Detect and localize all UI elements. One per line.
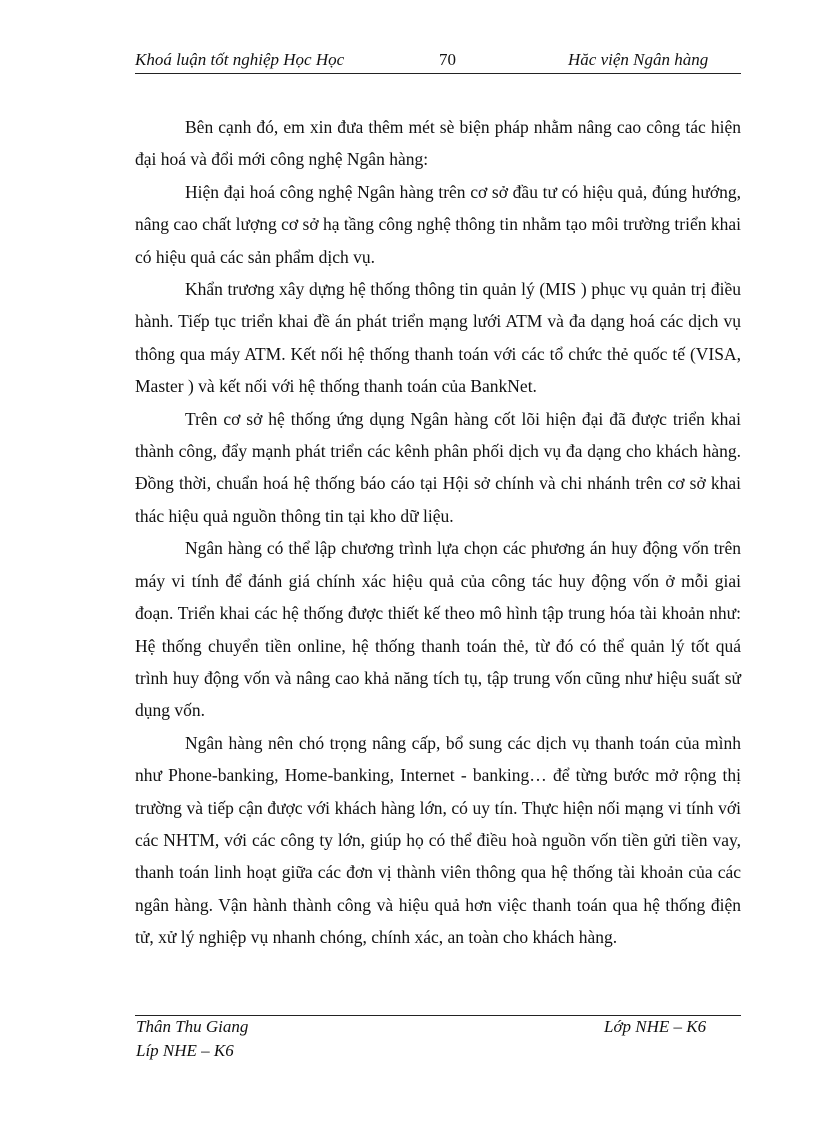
header-thesis-title: Khoá luận tốt nghiệp Học Học: [135, 50, 345, 69]
document-body: [135, 111, 741, 954]
footer-author: Thân Thu Giang: [136, 1017, 249, 1036]
paragraph: Bên cạnh đó, em xin đưa thêm mét sè biện pháp nhằm nâng cao công tác hiện đại hoá và đổi mới công nghệ Ngân hàng:: [135, 117, 741, 170]
paragraph: Ngân hàng nên chó trọng nâng cấp, bổ sung các dịch vụ thanh toán của mình như Phone-banking, Home-banking, Internet - banking… để từng bước mở rộng thị trường và tiếp cận được với khách hàng lớn, có uy tín. Thực hiện nối mạng vi tính với các NHTM, với các công ty lớn, giúp họ có thể điều hoà nguồn vốn tiền gửi tiền vay, thanh toán linh hoạt giữa các đơn vị thành viên thông qua hệ thống tài khoản của các ngân hàng. Vận hành thành công và hiệu quả hơn việc thanh toán qua hệ thống điện tử, xử lý nghiệp vụ nhanh chóng, chính xác, an toàn cho khách hàng.: [135, 732, 741, 948]
footer-divider: [135, 1015, 741, 1016]
page-header: [135, 47, 741, 74]
footer-class-right: Lớp NHE – K6: [604, 1017, 707, 1036]
paragraph: Ngân hàng có thể lập chương trình lựa chọn các phương án huy động vốn trên máy vi tính để đánh giá chính xác hiệu quả của công tác huy động vốn ở mỗi giai đoạn. Triển khai các hệ thống được thiết kế theo mô hình tập trung hóa tài khoản như: Hệ thống chuyển tiền online, hệ thống thanh toán thẻ, từ đó có thể quản lý tốt quá trình huy động vốn và nâng cao khả năng tích tụ, tập trung vốn cũng như hiệu suất sử dụng vốn.: [135, 538, 741, 721]
header-institution: Hăc viện Ngân hàng: [568, 50, 709, 69]
paragraph: Hiện đại hoá công nghệ Ngân hàng trên cơ sở đầu tư có hiệu quả, đúng hướng, nâng cao chất lượng cơ sở hạ tầng công nghệ thông tin nhằm tạo môi trường triển khai có hiệu quả các sản phẩm dịch vụ.: [135, 181, 741, 267]
page-number: 70: [439, 50, 456, 69]
paragraph: Trên cơ sở hệ thống ứng dụng Ngân hàng cốt lõi hiện đại đã được triển khai thành công, đẩy mạnh phát triển các kênh phân phối dịch vụ đa dạng cho khách hàng. Đồng thời, chuẩn hoá hệ thống báo cáo tại Hội sở chính và chi nhánh trên cơ sở khai thác hiệu quả nguồn thông tin tại kho dữ liệu.: [135, 408, 741, 526]
footer-class-left: Líp NHE – K6: [136, 1041, 234, 1060]
paragraph: Khẩn trương xây dựng hệ thống thông tin quản lý (MIS ) phục vụ quản trị điều hành. Tiếp tục triển khai đề án phát triển mạng lưới ATM và đa dạng hoá các dịch vụ thông qua máy ATM. Kết nối hệ thống thanh toán với các tổ chức thẻ quốc tế (VISA, Master ) và kết nối với hệ thống thanh toán của BankNet.: [135, 279, 741, 397]
